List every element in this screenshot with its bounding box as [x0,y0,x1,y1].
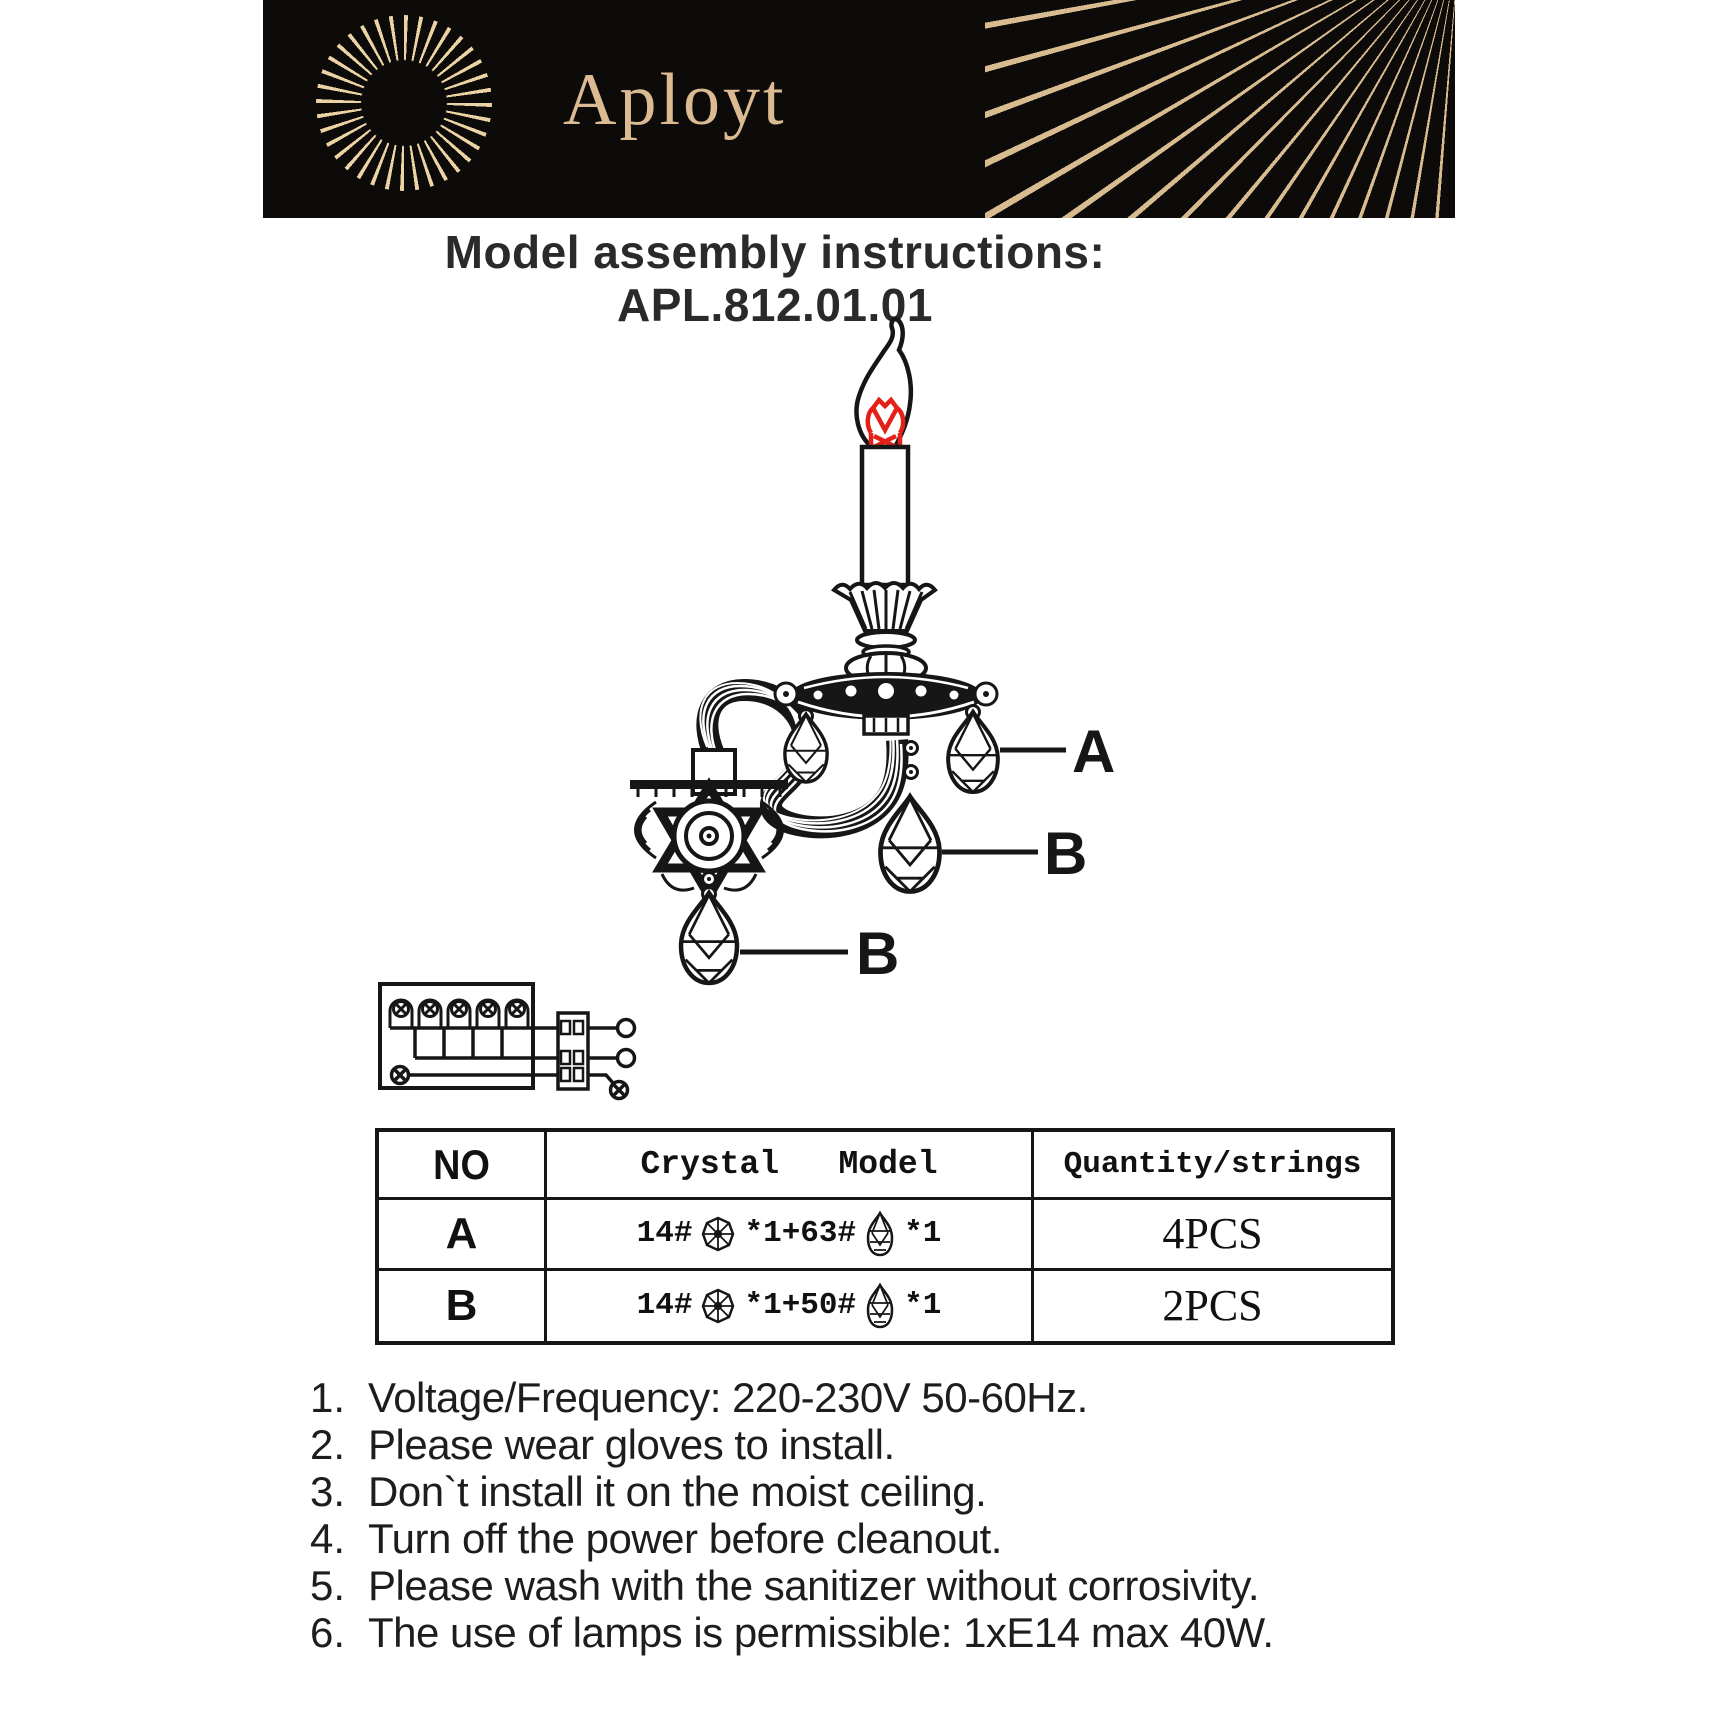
octagon-crystal-icon [701,1288,735,1324]
lamp-symbols [390,1000,528,1028]
list-item: 6. The use of lamps is permissible: 1xE14 max 40W. [310,1608,1274,1656]
row-a-no: A [379,1200,547,1271]
wiring-outputs [588,1020,635,1099]
list-item: 1. Voltage/Frequency: 220-230V 50-60Hz. [310,1373,1088,1421]
brand-banner [263,0,1455,218]
callout-a [1000,718,1115,785]
label-a: A [1072,718,1116,785]
bead [905,766,918,779]
bead [905,742,918,755]
list-item: 5. Please wash with the sanitizer without corrosivity. [310,1561,1260,1609]
bead [703,873,716,886]
terminal-block [558,1013,588,1089]
row-a-qty: 4PCS [1034,1200,1391,1271]
header-crystal-model: Crystal Model [547,1132,1034,1200]
page-title: Model assembly instructions: [444,226,1106,278]
row-a-crystal: 14# *1+63# *1 [547,1200,1034,1271]
crystal-drop-a [948,712,998,792]
parts-table [375,1128,1395,1345]
decorative-rays-icon [985,0,1455,218]
header-quantity: Quantity/strings [1034,1132,1391,1200]
octagon-crystal-icon [701,1216,735,1252]
lamp-symbol [392,1067,409,1084]
list-item: 3. Don`t install it on the moist ceiling. [310,1467,987,1515]
list-item: 4. Turn off the power before cleanout. [310,1514,1002,1562]
label-b: B [1044,820,1088,887]
starburst-logo-icon [316,15,492,191]
callout-b-plate [740,920,899,987]
list-item: 2. Please wear gloves to install. [310,1420,895,1468]
wiring-diagram [355,968,675,1113]
row-b-no: B [379,1271,547,1342]
row-b-crystal: 14# *1+50# *1 [547,1271,1034,1342]
row-b-qty: 2PCS [1034,1271,1391,1342]
instruction-list [310,1374,1490,1656]
teardrop-crystal-icon [865,1211,895,1257]
candle-sleeve [862,447,908,585]
candle-assembly [834,319,935,683]
teardrop-crystal-icon [865,1283,895,1329]
header-no: NO [379,1132,547,1200]
label-b: B [856,920,900,987]
model-code: APL.812.01.01 [617,279,933,331]
callout-b-arm [942,820,1087,887]
brand-wordmark: Aployt [563,59,787,141]
sconce-diagram [540,300,1180,1020]
crystal-drop-b [681,893,737,983]
